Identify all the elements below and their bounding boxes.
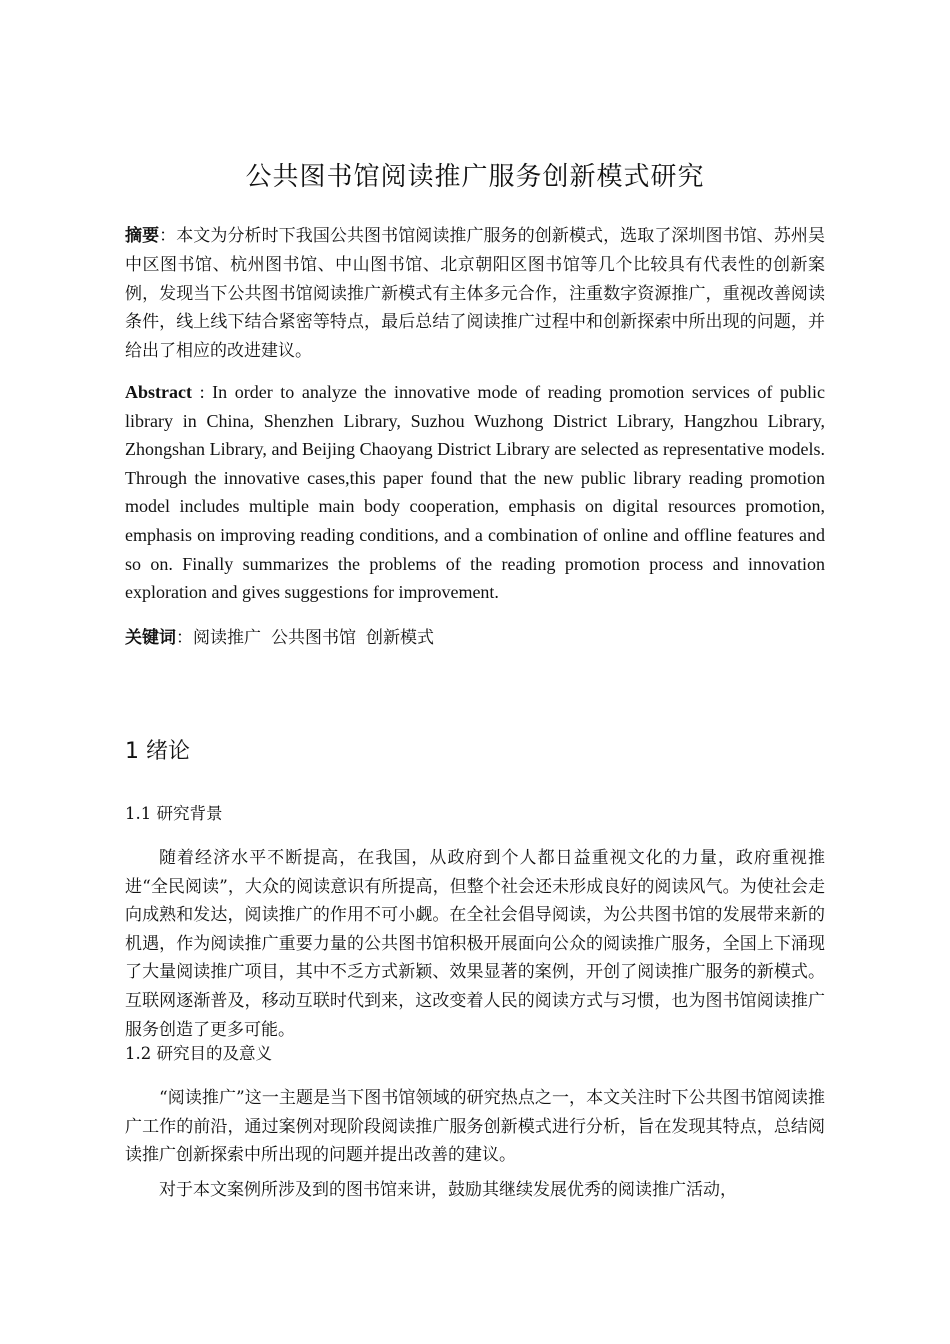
- keywords-line: [125, 624, 825, 652]
- paragraph-background: 随着经济水平不断提高，在我国，从政府到个人都日益重视文化的力量，政府重视推进“全民阅读”，大众的阅读意识有所提高，但整个社会还未形成良好的阅读风气。为使社会走向成熟和发达，阅读推广的作用不可小觑。在全社会倡导阅读，为公共图书馆的发展带来新的机遇，作为阅读推广重要力量的公共图书馆积极开展面向公众的阅读推广服务，全国上下涌现了大量阅读推广项目，其中不乏方式新颖、效果显著的案例，开创了阅读推广服务的新模式。互联网逐渐普及，移动互联时代到来，这改变着人民的阅读方式与习惯，也为图书馆阅读推广服务创造了更多可能。: [125, 848, 825, 1040]
- section-heading-introduction: 1 绪论: [125, 739, 190, 764]
- abstract-en-separator: :: [191, 382, 213, 402]
- keyword-item: 创新模式: [366, 628, 434, 648]
- keyword-item: 阅读推广: [193, 628, 261, 648]
- abstract-chinese: [125, 222, 825, 366]
- subsection-heading-background: 1.1 研究背景: [125, 804, 223, 823]
- keywords-separator: ：: [176, 628, 193, 648]
- subsection-heading-purpose: 1.2 研究目的及意义: [125, 1044, 272, 1063]
- abstract-zh-label: 摘要: [125, 226, 160, 246]
- abstract-zh-text: 本文为分析时下我国公共图书馆阅读推广服务的创新模式，选取了深圳图书馆、苏州吴中区图书馆、杭州图书馆、中山图书馆、北京朝阳区图书馆等几个比较具有代表性的创新案例，发现当下公共图书馆阅读推广新模式有主体多元合作，注重数字资源推广，重视改善阅读条件，线上线下结合紧密等特点，最后总结了阅读推广过程中和创新探索中所出现的问题，并给出了相应的改进建议。: [125, 226, 826, 362]
- abstract-en-label: Abstract: [125, 382, 192, 402]
- abstract-zh-separator: ：: [159, 226, 177, 246]
- abstract-en-text: In order to analyze the innovative mode of reading promotion services of public library in China, Shenzhen Library, Suzhou Wuzhong District Library, Hangzhou Library, Zhongshan Library, and Beijing Chaoyang District Library are selected as representative models. Through the innovative cases,this paper found that the new public library reading promotion model includes multiple main body cooperation, emphasis on digital resources promotion, emphasis on improving reading conditions, and a combination of online and offline features and so on. Finally summarizes the problems of the reading promotion process and innovation exploration and gives suggestions for improvement.: [125, 382, 825, 603]
- keyword-item: 公共图书馆: [271, 628, 356, 648]
- paper-title: 公共图书馆阅读推广服务创新模式研究: [245, 162, 705, 192]
- paragraph-purpose: “阅读推广”这一主题是当下图书馆领域的研究热点之一，本文关注时下公共图书馆阅读推广工作的前沿，通过案例对现阶段阅读推广服务创新模式进行分析，旨在发现其特点，总结阅读推广创新探索中所出现的问题并提出改善的建议。: [125, 1088, 825, 1166]
- paragraph-significance: 对于本文案例所涉及到的图书馆来讲，鼓励其继续发展优秀的阅读推广活动，: [159, 1180, 737, 1200]
- keywords-label: 关键词: [125, 628, 176, 648]
- abstract-english: [125, 378, 825, 607]
